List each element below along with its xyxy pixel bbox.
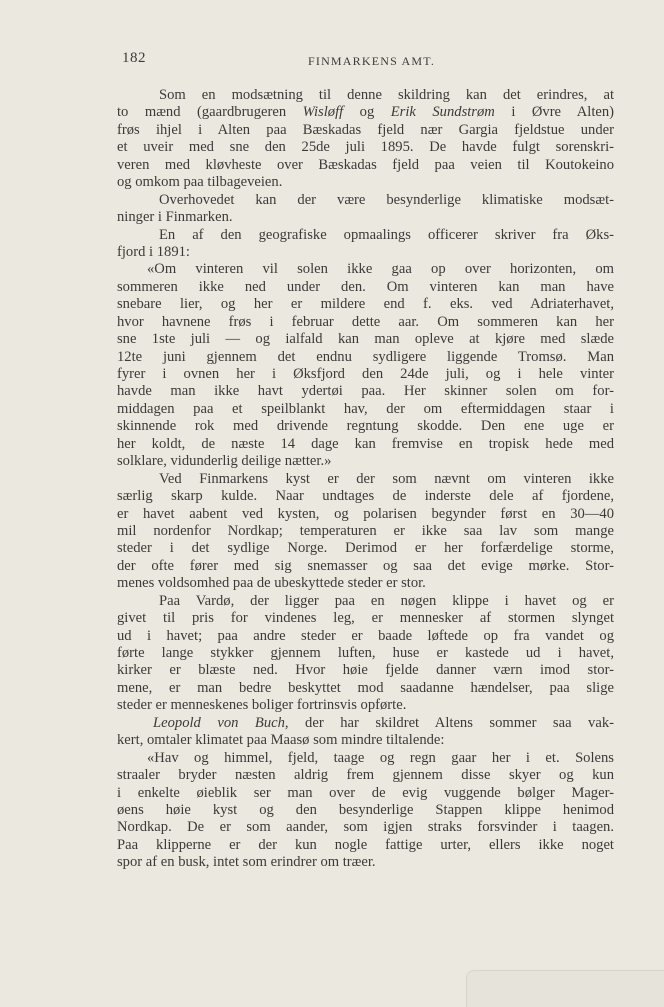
line-text: veren med kløvheste over Bæskadas fjeld paa veien til Koutokeino xyxy=(117,156,614,173)
line-text: særlig skarp kulde. Naar undtages de inderste dele af fjordene, xyxy=(117,488,614,505)
line-text: kert, omtaler klimatet paa Maasø som mindre tiltalende: xyxy=(117,732,445,749)
text-line xyxy=(117,87,614,104)
line-text: snebare lier, og her er mildere end f. eks. ved Adriaterhavet, xyxy=(117,296,614,313)
text-line xyxy=(117,854,614,871)
line-text: og omkom paa tilbageveien. xyxy=(117,174,283,191)
line-text: «Hav og himmel, fjeld, taage og regn gaar her i et. Solens xyxy=(147,749,614,766)
text-line xyxy=(117,802,614,819)
line-text: mil nordenfor Nordkap; temperaturen er ikke saa lav som mange xyxy=(117,522,614,539)
text-line xyxy=(117,244,614,261)
text-line xyxy=(117,628,614,645)
line-text: ninger i Finmarken. xyxy=(117,209,233,226)
line-text: et uveir med sne den 25de juli 1895. De havde fulgt sorenskri- xyxy=(117,139,614,156)
text-line xyxy=(117,767,614,784)
line-text: Paa Vardø, der ligger paa en nøgen klippe i havet og er xyxy=(159,592,614,609)
text-line xyxy=(117,506,614,523)
text-line xyxy=(117,174,614,191)
italic-name: Wisløff xyxy=(302,104,344,121)
line-text: Paa klipperne er der kun nogle fattige urter, ellers ikke noget xyxy=(117,836,614,853)
page-corner xyxy=(466,970,664,1007)
text-line xyxy=(117,715,614,732)
body-text xyxy=(117,87,614,872)
text-line xyxy=(117,453,614,470)
line-text: sommeren ikke ned under den. Om vinteren kan man have xyxy=(117,278,614,295)
line-text: Overhovedet kan der være besynderlige klimatiske modsæt- xyxy=(159,191,614,208)
line-text: og xyxy=(343,104,391,121)
line-text: øens høie kyst og den besynderlige Stappen klippe henimod xyxy=(117,801,614,818)
italic-name: Leopold von Buch xyxy=(153,714,285,731)
text-line xyxy=(117,558,614,575)
line-text: givet til pris for vindenes leg, er mennesker af stormen slynget xyxy=(117,610,614,627)
line-text: spor af en busk, intet som erindrer om træer. xyxy=(117,854,376,871)
text-line xyxy=(117,750,614,767)
text-line xyxy=(117,209,614,226)
text-line xyxy=(117,680,614,697)
line-text: solklare, vidunderlig deilige nætter.» xyxy=(117,453,332,470)
text-line xyxy=(117,540,614,557)
line-text: fyrer i ovnen her i Øksfjord den 24de juli, og i hele vinter xyxy=(117,366,614,382)
text-line xyxy=(117,261,614,278)
line-text: menes voldsomhed paa de ubeskyttede steder er stor. xyxy=(117,575,426,592)
line-text: straaler bryder næsten aldrig frem gjennem disse skyer og kun xyxy=(117,767,614,784)
text-line xyxy=(117,436,614,453)
line-text: havde man ikke havt ydertøi paa. Her skinner solen om for- xyxy=(117,383,614,400)
text-line xyxy=(117,296,614,313)
text-line xyxy=(117,227,614,244)
text-line xyxy=(117,785,614,802)
text-line xyxy=(117,697,614,714)
line-text: er havet aabent ved kysten, og polarisen begynder først en 30—40 xyxy=(117,505,614,522)
text-line xyxy=(117,104,614,121)
text-line xyxy=(117,575,614,592)
line-text: mene, er man bedre beskyttet mod saadanne hændelser, paa slige xyxy=(117,679,614,696)
running-title: FINMARKENS AMT. xyxy=(308,54,436,68)
line-text: frøs ihjel i Alten paa Bæskadas fjeld nær Gargia fjeldstue under xyxy=(117,121,614,138)
text-line xyxy=(117,349,614,366)
text-line xyxy=(117,610,614,627)
text-line xyxy=(117,314,614,331)
text-line xyxy=(117,837,614,854)
page-number: 182 xyxy=(122,50,146,66)
text-line xyxy=(117,732,614,749)
line-text: fjord i 1891: xyxy=(117,243,190,260)
line-text: førte lange stykker gjennem luften, huse er kastede ud i havet, xyxy=(117,645,614,661)
text-line xyxy=(117,645,614,662)
line-text: steder er menneskenes boliger fortrinsvis opførte. xyxy=(117,697,407,714)
text-line xyxy=(117,331,614,348)
line-text: her koldt, de næste 14 dage kan fremvise en tropisk hede med xyxy=(117,435,614,452)
text-line xyxy=(117,122,614,139)
line-text: to mænd (gaardbrugeren xyxy=(117,104,303,121)
text-line xyxy=(117,192,614,209)
line-text: steder i det sydlige Norge. Derimod er her forfærdelige storme, xyxy=(117,540,614,557)
line-text: i Øvre Alten) xyxy=(494,104,614,121)
line-text: i enkelte øieblik ser man over de evig vuggende bølger Mager- xyxy=(117,784,614,801)
text-line xyxy=(117,488,614,505)
line-text: hvor havnene frøs i februar dette aar. Om sommeren kan her xyxy=(117,313,614,330)
line-text: skinnende rok med drivende regntung skodde. Den ene uge er xyxy=(117,418,614,435)
line-text: Nordkap. De er som aander, som igjen straks forsvinder i taagen. xyxy=(117,819,614,836)
text-line xyxy=(117,819,614,836)
line-text: En af den geografiske opmaalings officerer skriver fra Øks- xyxy=(159,226,614,243)
line-text: ud i havet; paa andre steder er baade løftede op fra vandet og xyxy=(117,627,614,644)
line-text: Ved Finmarkens kyst er der som nævnt om vinteren ikke xyxy=(159,470,614,487)
text-line xyxy=(117,401,614,418)
line-text: middagen paa et speilblankt hav, der om eftermiddagen staar i xyxy=(117,400,614,417)
line-text: der ofte fører med sig snemasser og saa det evige mørke. Stor- xyxy=(117,557,614,574)
text-line xyxy=(117,471,614,488)
line-text: sne 1ste juli — og ialfald kan man opleve at kjøre med slæde xyxy=(117,331,614,348)
text-line xyxy=(117,366,614,383)
text-line xyxy=(117,593,614,610)
line-text: 12te juni gjennem det endnu sydligere liggende Tromsø. Man xyxy=(117,348,614,365)
text-line xyxy=(117,279,614,296)
text-line xyxy=(117,418,614,435)
line-text: kirker er blæste ned. Hvor høie fjelde danner værn imod stor- xyxy=(117,662,614,679)
line-text: , der har skildret Altens sommer saa vak- xyxy=(284,714,614,731)
text-line xyxy=(117,662,614,679)
text-line xyxy=(117,139,614,156)
text-line xyxy=(117,157,614,174)
italic-name: Erik Sundstrøm xyxy=(390,104,495,121)
text-line xyxy=(117,523,614,540)
text-line xyxy=(117,383,614,400)
line-text: Som en modsætning til denne skildring kan det erindres, at xyxy=(159,87,614,103)
line-text: «Om vinteren vil solen ikke gaa op over horizonten, om xyxy=(147,261,614,278)
